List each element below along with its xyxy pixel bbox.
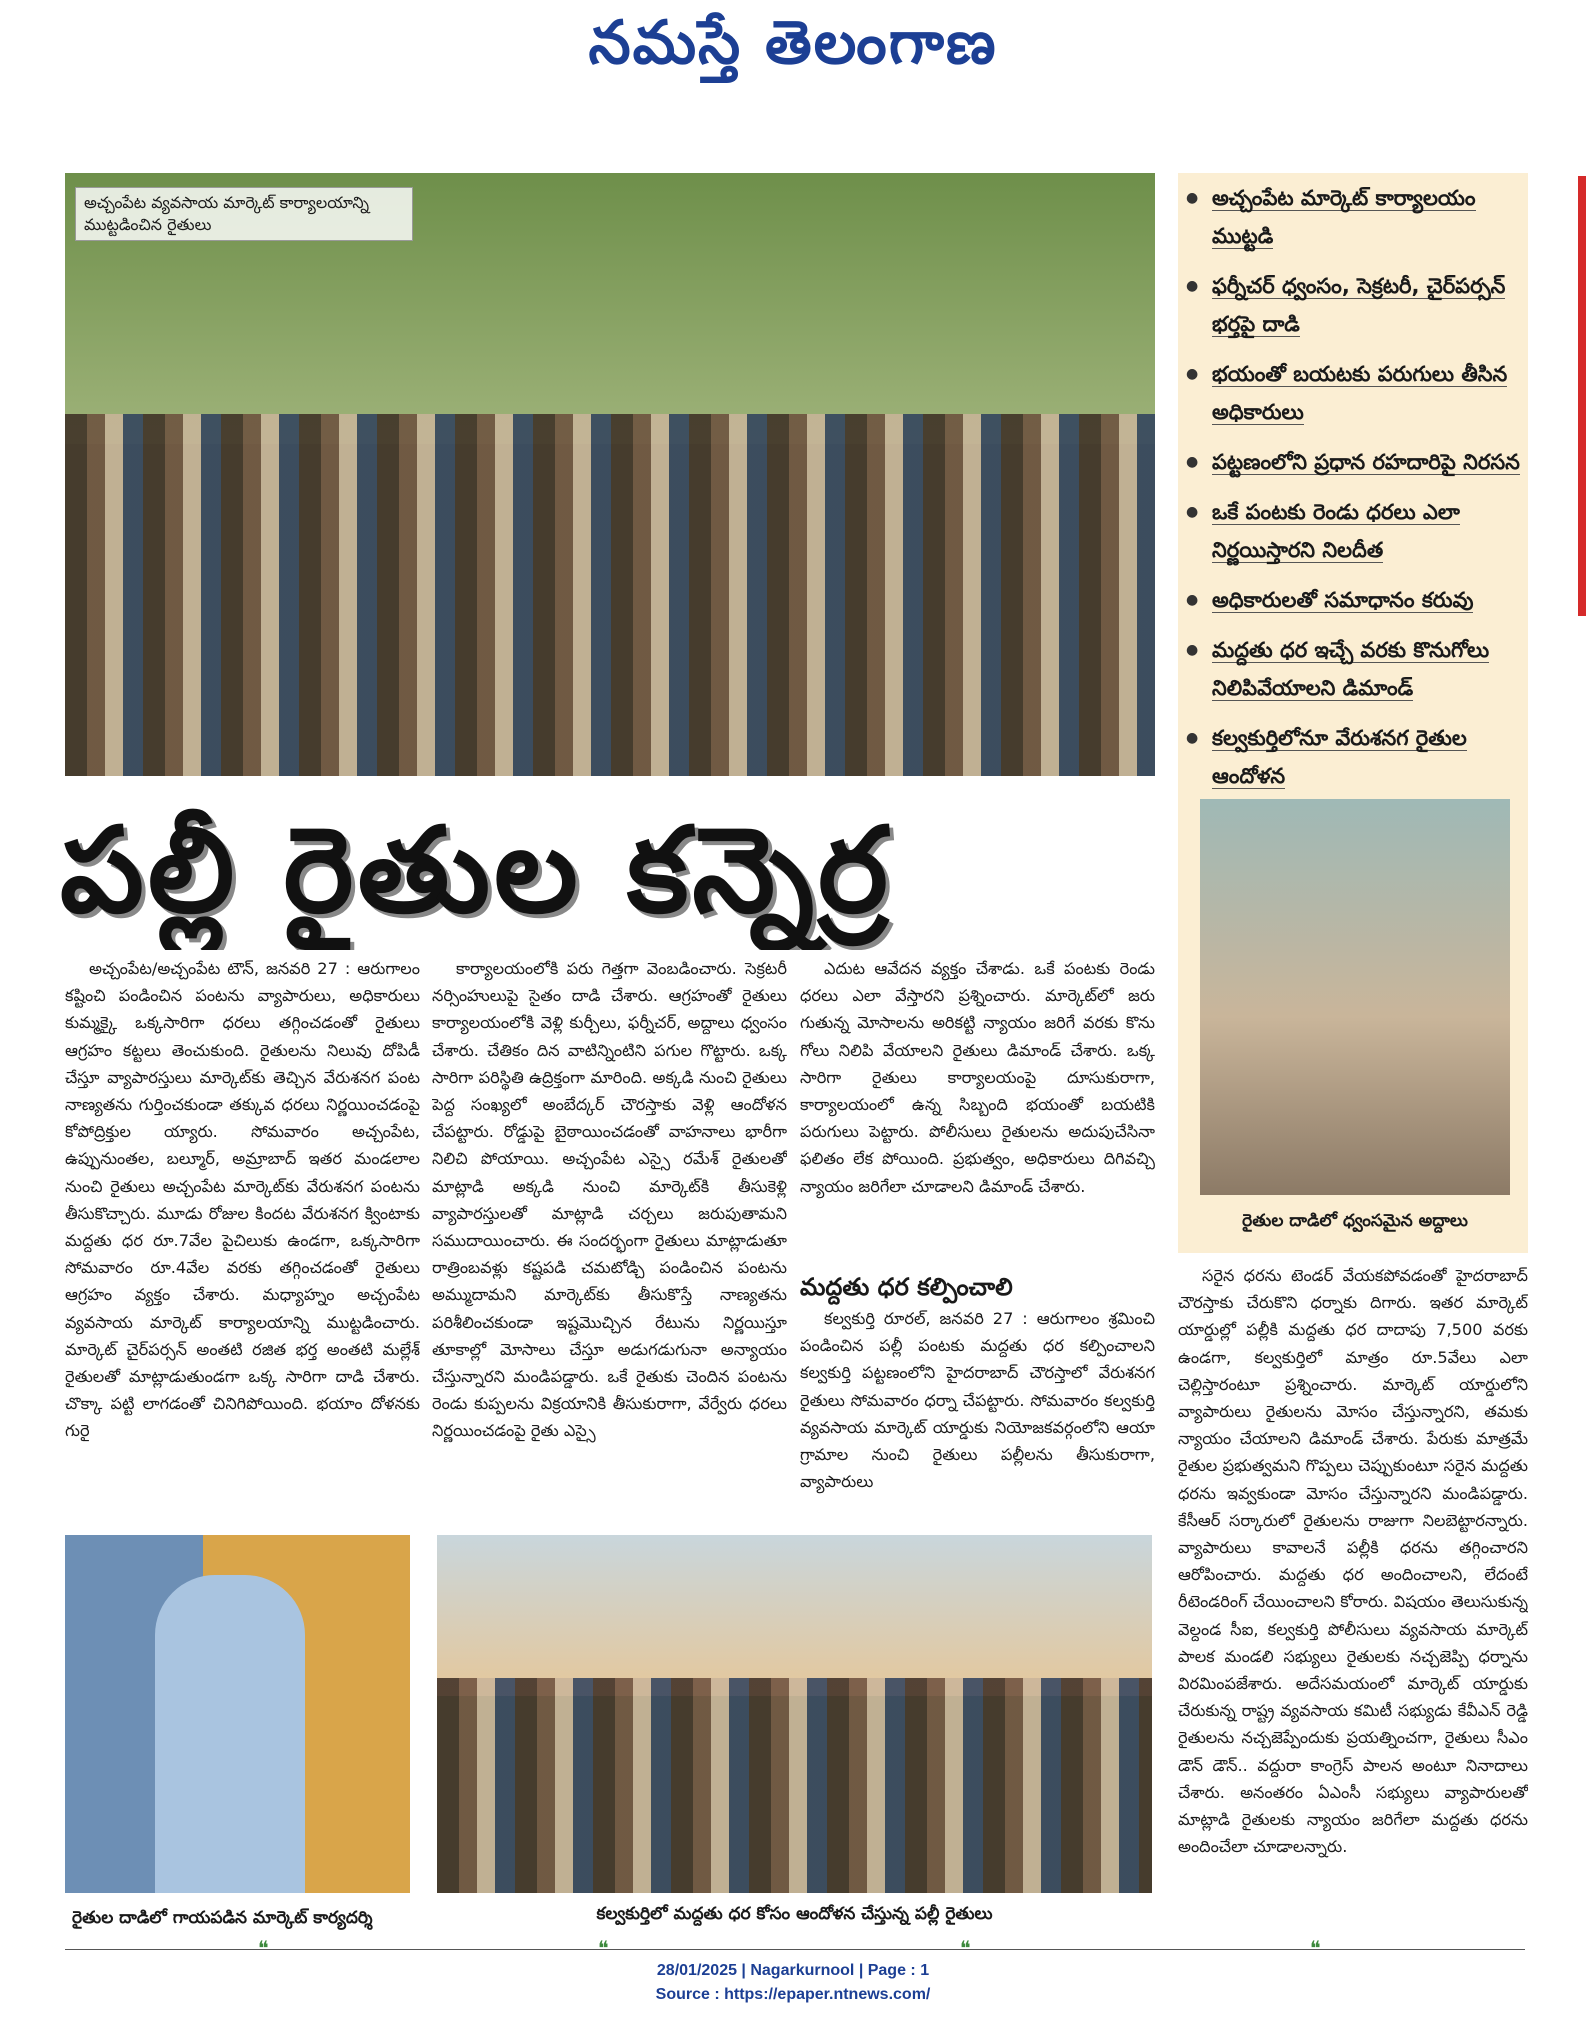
highlight-item: ● పట్టణంలోని ప్రధాన రహదారిపై నిరసన xyxy=(1178,437,1528,487)
article-column-3 xyxy=(800,955,1155,1505)
footer-source: Source : https://epaper.ntnews.com/ xyxy=(655,1986,931,2003)
highlights-list xyxy=(1178,173,1528,801)
side-photo xyxy=(1200,799,1510,1195)
highlight-item: ● మద్దతు ధర ఇచ్చే వరకు కొనుగోలు నిలిపివేయాలని డిమాండ్ xyxy=(1178,625,1528,713)
highlights-sidebar xyxy=(1178,173,1528,793)
highlight-item: ● ఒకే పంటకు రెండు ధరలు ఎలా నిర్ణయిస్తారని నిలదీత xyxy=(1178,487,1528,575)
highlight-item: ● అచ్చంపేట మార్కెట్ కార్యాలయం ముట్టడి xyxy=(1178,173,1528,261)
top-photo-caption: అచ్చంపేట వ్యవసాయ మార్కెట్ కార్యాలయాన్ని ముట్టడించిన రైతులు xyxy=(75,187,413,241)
side-photo-caption: రైతుల దాడిలో ధ్వంసమైన అద్దాలు xyxy=(1242,1211,1468,1231)
article-column-4 xyxy=(1178,1262,1528,1927)
bottom-rule xyxy=(65,1949,1525,1950)
article-text: కల్వకుర్తి రూరల్, జనవరి 27 : ఆరుగాలం శ్రమించి పండించిన పల్లీ పంటకు మద్దతు ధర కల్పించాలని కల్వకుర్తి పట్టణంలోని హైదరాబాద్ చౌరస్తాలో వేరుశనగ రైతులు సోమవారం ధర్నా చేపట్టారు. సోమవారం కల్వకుర్తి వ్యవసాయ మార్కెట్ యార్డుకు నియోజకవర్గంలోని ఆయా గ్రామాల నుంచి రైతులు పల్లీలను తీసుకురాగా, వ్యాపారులు xyxy=(800,1309,1155,1492)
ornament-icon: ❝ xyxy=(258,1936,269,1960)
footer-date-edition: 28/01/2025 | Nagarkurnool | Page : 1 xyxy=(656,1962,930,1979)
article-text: సరైన ధరను టెండర్ వేయకపోవడంతో హైదరాబాద్ చౌరస్తాకు చేరుకొని ధర్నాకు దిగారు. ఇతర మార్కెట్ యార్డుల్లో పల్లీకి మద్దతు ధర దాదాపు 7,500 వరకు ఉండగా, కల్వకుర్తిలో మాత్రం రూ.5వేలు ఎలా చెల్లిస్తారంటూ ప్రశ్నించారు. మార్కెట్ యార్డులోని వ్యాపారులు రైతులను మోసం చేస్తున్నారని, తమకు న్యాయం చేయాలని డిమాండ్ చేశారు. పేరుకు మాత్రమే రైతుల ప్రభుత్వమని గొప్పలు చెప్పుకుంటూ సరైన మద్దతు ధరను ఇవ్వకుండా మోసం చేస్తున్నారని మండిపడ్డారు. కేసీఆర్ సర్కారులో రైతులను రాజుగా నిలబెట్టారన్నారు. వ్యాపారులు కావాలనే పల్లీకి ధరను తగ్గించారని ఆరోపించారు. మద్దతు ధర అందించాలని, లేదంటే రీటెండరింగ్ చేయించాలని కోరారు. విషయం తెలుసుకున్న వెల్దండ సీఐ, కల్వకుర్తి పోలీసులు వ్యవసాయ మార్కెట్ పాలక మండలి సభ్యులు రైతులకు నచ్చజెప్పి ధర్నాను విరమింపజేశారు. అదేసమయంలో మార్కెట్ యార్డుకు చేరుకున్న రాష్ట్ర వ్యవసాయ కమిటీ సభ్యుడు కేవీఎన్ రెడ్డి రైతులను నచ్చజెప్పేందుకు ప్రయత్నించగా, రైతులు సీఎం డౌన్ డౌన్.. వద్దురా కాంగ్రెస్ పాలన అంటూ నినాదాలు చేశారు. అనంతరం ఏఎంసీ సభ్యులు వ్యాపారులతో మాట్లాడి రైతులకు న్యాయం జరిగేలా మద్దతు ధరను అందించేలా చూడాలన్నారు. xyxy=(1178,1266,1528,1857)
top-photo xyxy=(65,173,1155,776)
bottom-left-photo xyxy=(65,1535,410,1893)
article-column-1 xyxy=(65,955,420,1505)
subheading: మద్దతు ధర కల్పించాలి xyxy=(800,1273,1013,1301)
ornament-icon: ❝ xyxy=(960,1936,971,1960)
side-photo-frame xyxy=(1178,793,1528,1253)
article-text: ఎదుట ఆవేదన వ్యక్తం చేశాడు. ఒకే పంటకు రెండు ధరలు ఎలా వేస్తారని ప్రశ్నించారు. మార్కెట్‌లో జరు గుతున్న మోసాలను అరికట్టి న్యాయం జరిగే వరకు కొను గోలు నిలిపి వేయాలని రైతులు డిమాండ్ చేశారు. ఒక్క సారిగా రైతులు కార్యాలయంపై దూసుకురాగా, కార్యాలయంలో ఉన్న సిబ్బంది భయంతో బయటికి పరుగులు పెట్టారు. పోలీసులు రైతులను అదుపుచేసినా ఫలితం లేక పోయింది. ప్రభుత్వం, అధికారులు దిగివచ్చి న్యాయం జరిగేలా చూడాలని డిమాండ్ చేశారు. xyxy=(800,959,1155,1196)
highlight-item: ● కల్వకుర్తిలోనూ వేరుశనగ రైతుల ఆందోళన xyxy=(1178,713,1528,801)
article-text: అచ్చంపేట/అచ్చంపేట టౌన్, జనవరి 27 : ఆరుగాలం కష్టించి పండించిన పంటను వ్యాపారులు, అధికారులు కుమ్మక్కై ఒక్కసారిగా ధరలు తగ్గించడంతో రైతులు ఆగ్రహం కట్టలు తెంచుకుంది. రైతులను నిలువు దోపిడీ చేస్తూ వ్యాపారస్తులు మార్కెట్‌కు తెచ్చిన వేరుశనగ పంట నాణ్యతను గుర్తించకుండా తక్కువ ధరలు నిర్ణయించడంపై కోపోద్రిక్తుల య్యారు. సోమవారం అచ్చంపేట, ఉప్పునుంతల, బల్మూర్, అమ్రాబాద్ ఇతర మండలాల నుంచి రైతులు అచ్చంపేట మార్కెట్‌కు వేరుశనగ పంటను తీసుకొచ్చారు. మూడు రోజుల కిందట వేరుశనగ క్వింటాకు మద్దతు ధర రూ.7వేల పైచిలుకు ఉండగా, ఒక్కసారిగా సోమవారం రూ.4వేల వరకు తగ్గించడంతో రైతులు ఆగ్రహం వ్యక్తం చేశారు. మధ్యాహ్నం అచ్చంపేట వ్యవసాయ మార్కెట్ కార్యాలయాన్ని ముట్టడించారు. మార్కెట్ చైర్‌పర్సన్ అంతటి రజిత భర్త అంతటి మల్లేశ్ రైతులతో మాట్లాడుతుండగా ఒక్క సారిగా దాడి చేశారు. చొక్కా పట్టి లాగడంతో చినిగిపోయింది. భయాం దోళనకు గురై xyxy=(65,959,420,1441)
ornament-icon: ❝ xyxy=(1310,1936,1321,1960)
bottom-left-caption: రైతుల దాడిలో గాయపడిన మార్కెట్ కార్యదర్శి xyxy=(72,1908,373,1928)
highlight-item: ● అధికారులతో సమాధానం కరువు xyxy=(1178,575,1528,625)
article-text: కార్యాలయంలోకి పరు గెత్తగా వెంబడించారు. సెక్రటరీ నర్సింహులుపై సైతం దాడి చేశారు. ఆగ్రహంతో రైతులు కార్యాలయంలోకి వెళ్లి కుర్చీలు, ఫర్నీచర్, అద్దాలు ధ్వంసం చేశారు. చేతికం దిన వాటిన్నింటిని పగుల గొట్టారు. ఒక్క సారిగా పరిస్థితి ఉద్రిక్తంగా మారింది. అక్కడి నుంచి రైతులు పెద్ద సంఖ్యలో అంబేద్కర్ చౌరస్తాకు వెళ్లి ఆందోళన చేపట్టారు. రోడ్డుపై బైఠాయించడంతో వాహనాలు భారీగా నిలిచి పోయాయి. అచ్చంపేట ఎస్సై రమేశ్ రైతులతో మాట్లాడి అక్కడి నుంచి మార్కెట్‌కి తీసుకెళ్లి వ్యాపారస్తులతో మాట్లాడి చర్చలు జరుపుతామని సముదాయించారు. ఈ సందర్భంగా రైతులు మాట్లాడుతూ రాత్రింబవళ్లు కష్టపడి చమటోడ్చి పండించిన పంటను అమ్ముదామని మార్కెట్‌కు తీసుకొస్తే నాణ్యతను పరిశీలించకుండా ఇష్టమొచ్చిన రేటును నిర్ణయిస్తూ తూకాల్లో మోసాలు చేస్తూ అడుగడుగునా అన్యాయం చేస్తున్నారని మండిపడ్డారు. ఒకే రైతుకు చెందిన పంటను రెండు కుప్పలను విక్రయానికి తీసుకురాగా, వేర్వేరు ధరలు నిర్ణయించడంపై రైతు ఎస్సై xyxy=(432,959,787,1441)
bottom-center-caption: కల్వకుర్తిలో మద్దతు ధర కోసం ఆందోళన చేస్తున్న పల్లీ రైతులు xyxy=(596,1904,993,1924)
masthead-title: నమస్తే తెలంగాణ xyxy=(588,8,998,78)
bottom-center-photo xyxy=(437,1535,1152,1893)
edge-accent-bar xyxy=(1578,176,1586,616)
ornament-icon: ❝ xyxy=(598,1936,609,1960)
article-column-2 xyxy=(432,955,787,1505)
headline: పల్లీ రైతుల కన్నెర్ర xyxy=(60,801,892,939)
highlight-item: ● భయంతో బయటకు పరుగులు తీసిన అధికారులు xyxy=(1178,349,1528,437)
highlight-item: ● ఫర్నీచర్ ధ్వంసం, సెక్రటరీ, చైర్‌పర్సన్ భర్తపై దాడి xyxy=(1178,261,1528,349)
